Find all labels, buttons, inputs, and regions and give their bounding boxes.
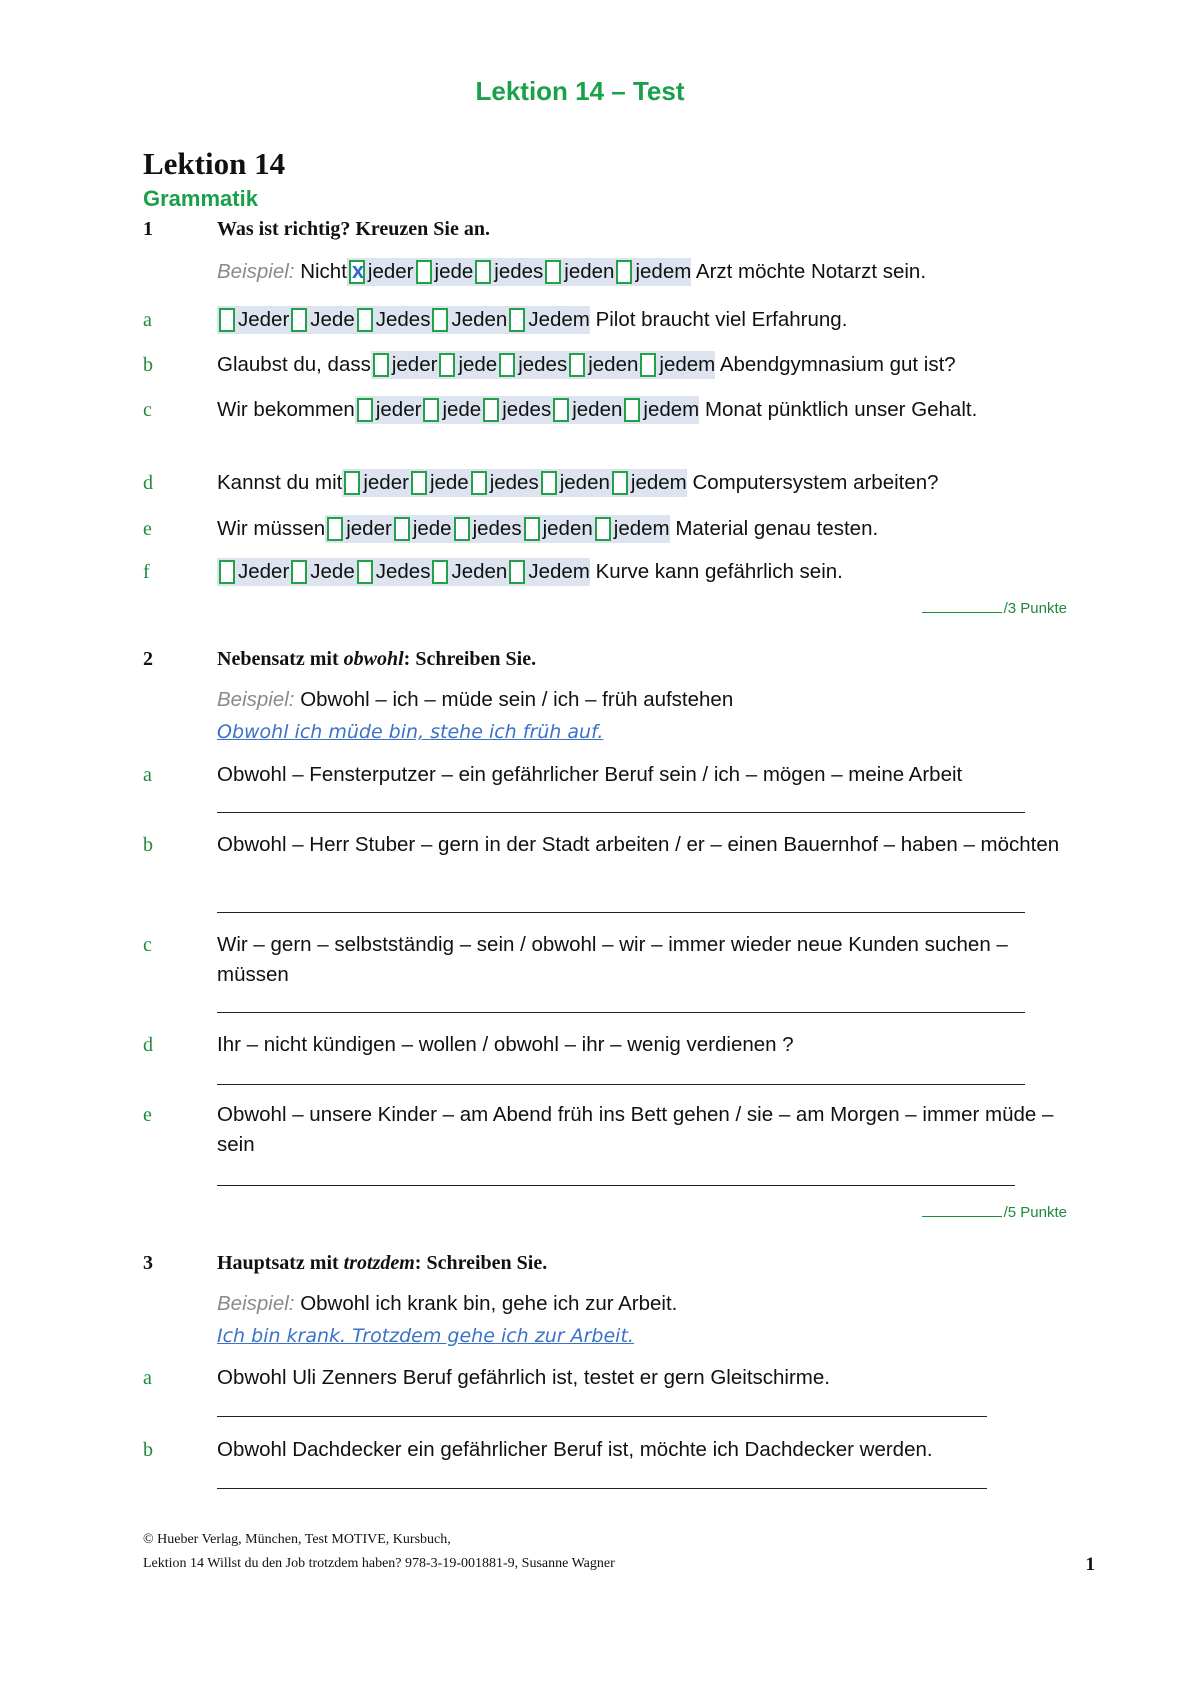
item-text: Obwohl – unsere Kinder – am Abend früh ins Bett gehen / sie – am Morgen – immer müde – sein bbox=[217, 1103, 1054, 1156]
example-before: Nicht bbox=[300, 260, 347, 283]
item-text: Obwohl Dachdecker ein gefährlicher Beruf ist, möchte ich Dachdecker werden. bbox=[217, 1438, 933, 1461]
checkbox[interactable] bbox=[357, 560, 373, 584]
choice-option: jeder bbox=[391, 353, 438, 376]
choice-option: jedes bbox=[518, 353, 568, 376]
item-text: Wir – gern – selbstständig – sein / obwohl – wir – immer wieder neue Kunden suchen – müssen bbox=[217, 933, 1008, 986]
example-answer: Obwohl ich müde bin, stehe ich früh auf. bbox=[217, 721, 604, 743]
example-answer: Ich bin krank. Trotzdem gehe ich zur Arbeit. bbox=[217, 1325, 634, 1347]
choice-option: jeder bbox=[363, 471, 409, 494]
choice-option: jedes bbox=[494, 260, 544, 283]
choice-option: Jeden bbox=[451, 560, 508, 583]
exercise-3-heading bbox=[143, 1252, 547, 1275]
choice-option: jedem bbox=[643, 398, 700, 421]
exercise-1-item-c bbox=[143, 395, 1073, 425]
answer-line-2d[interactable] bbox=[217, 1084, 1025, 1085]
item-after: Material genau testen. bbox=[675, 517, 879, 540]
item-label: e bbox=[143, 1104, 152, 1126]
item-label: e bbox=[143, 518, 152, 540]
item-label: b bbox=[143, 354, 153, 376]
item-text: Obwohl – Fensterputzer – ein gefährlicher Beruf sein / ich – mögen – meine Arbeit bbox=[217, 763, 963, 786]
choice-option: jede bbox=[412, 517, 452, 540]
checkbox[interactable] bbox=[475, 260, 491, 284]
choice-option: Jedem bbox=[528, 308, 590, 331]
lesson-title: Lektion 14 bbox=[143, 146, 286, 181]
checkbox[interactable] bbox=[524, 517, 540, 541]
choice-option: Jede bbox=[310, 560, 355, 583]
checkbox[interactable] bbox=[640, 353, 656, 377]
checkbox[interactable] bbox=[357, 398, 373, 422]
exercise-number: 1 bbox=[143, 218, 153, 240]
item-after: Pilot braucht viel Erfahrung. bbox=[595, 308, 848, 331]
points-blank[interactable] bbox=[922, 1216, 1002, 1217]
checkbox[interactable] bbox=[624, 398, 640, 422]
exercise-2-item-e bbox=[143, 1100, 1073, 1160]
choice-option: jede bbox=[442, 398, 482, 421]
checkbox[interactable] bbox=[499, 353, 515, 377]
item-text: Ihr – nicht kündigen – wollen / obwohl – ihr – wenig verdienen ? bbox=[217, 1033, 794, 1056]
exercise-1-example bbox=[143, 257, 1073, 287]
choice-option: Jedes bbox=[375, 308, 431, 331]
answer-line-3b[interactable] bbox=[217, 1488, 987, 1489]
exercise-2-item-d bbox=[143, 1030, 1073, 1060]
choice-option: Jeder bbox=[238, 308, 290, 331]
exercise-2-example bbox=[143, 685, 1073, 747]
checkbox[interactable] bbox=[541, 471, 557, 495]
item-label: b bbox=[143, 1439, 153, 1461]
answer-line-2e[interactable] bbox=[217, 1185, 1015, 1186]
item-before: Kannst du mit bbox=[217, 471, 343, 494]
points-blank[interactable] bbox=[922, 612, 1002, 613]
checkbox[interactable] bbox=[454, 517, 470, 541]
item-label: d bbox=[143, 472, 153, 494]
item-after: Kurve kann gefährlich sein. bbox=[595, 560, 843, 583]
choice-group bbox=[371, 351, 715, 379]
example-label: Beispiel: bbox=[217, 688, 295, 711]
example-text: Obwohl ich krank bin, gehe ich zur Arbeit. bbox=[300, 1292, 678, 1315]
item-label: b bbox=[143, 834, 153, 856]
checkbox[interactable] bbox=[509, 308, 525, 332]
points-label: /3 Punkte bbox=[1003, 600, 1067, 617]
checkbox[interactable] bbox=[291, 560, 307, 584]
choice-group bbox=[217, 558, 590, 586]
example-label: Beispiel: bbox=[217, 260, 295, 283]
item-label: d bbox=[143, 1034, 153, 1056]
checkbox[interactable] bbox=[423, 398, 439, 422]
item-text: Obwohl Uli Zenners Beruf gefährlich ist, testet er gern Gleitschirme. bbox=[217, 1366, 830, 1389]
checkbox[interactable] bbox=[394, 517, 410, 541]
choice-option: Jede bbox=[310, 308, 355, 331]
exercise-title: Hauptsatz mit trotzdem: Schreiben Sie. bbox=[217, 1252, 548, 1274]
choice-option: jedem bbox=[630, 471, 687, 494]
choice-option: jedes bbox=[502, 398, 552, 421]
choice-option: jede bbox=[429, 471, 469, 494]
item-label: a bbox=[143, 764, 152, 786]
exercise-3-item-a bbox=[143, 1363, 1073, 1393]
footer-copyright: © Hueber Verlag, München, Test MOTIVE, Kursbuch, bbox=[143, 1532, 451, 1547]
exercise-1-item-e bbox=[143, 514, 1073, 544]
checkbox[interactable] bbox=[439, 353, 455, 377]
item-before: Wir müssen bbox=[217, 517, 326, 540]
section-title: Grammatik bbox=[143, 186, 258, 211]
checkbox[interactable] bbox=[612, 471, 628, 495]
exercise-3-item-b bbox=[143, 1435, 1073, 1465]
points-field bbox=[922, 1204, 1067, 1221]
checkbox[interactable] bbox=[616, 260, 632, 284]
checkbox[interactable] bbox=[595, 517, 611, 541]
choice-option: Jedes bbox=[375, 560, 431, 583]
points-label: /5 Punkte bbox=[1003, 1204, 1067, 1221]
footer-reference: Lektion 14 Willst du den Job trotzdem haben? 978-3-19-001881-9, Susanne Wagner bbox=[143, 1556, 615, 1571]
checkbox[interactable] bbox=[471, 471, 487, 495]
item-label: f bbox=[143, 561, 150, 583]
choice-option: Jeder bbox=[238, 560, 290, 583]
exercise-1-item-b bbox=[143, 350, 1073, 380]
example-after: Arzt möchte Notarzt sein. bbox=[695, 260, 927, 283]
checkbox[interactable] bbox=[569, 353, 585, 377]
checkbox[interactable] bbox=[357, 308, 373, 332]
exercise-1-heading bbox=[143, 218, 490, 241]
item-label: a bbox=[143, 1367, 152, 1389]
page-header: Lektion 14 – Test bbox=[475, 76, 685, 106]
exercise-1-item-f bbox=[143, 557, 1073, 587]
answer-line-2c[interactable] bbox=[217, 1012, 1025, 1013]
checkbox[interactable] bbox=[219, 560, 235, 584]
answer-line-3a[interactable] bbox=[217, 1416, 987, 1417]
choice-option: jeden bbox=[588, 353, 639, 376]
choice-group bbox=[347, 258, 691, 286]
checkbox[interactable] bbox=[291, 308, 307, 332]
checkbox[interactable] bbox=[545, 260, 561, 284]
exercise-title: Nebensatz mit obwohl: Schreiben Sie. bbox=[217, 648, 537, 670]
choice-option: jedes bbox=[472, 517, 522, 540]
item-before: Wir bekommen bbox=[217, 398, 355, 421]
choice-option: jeden bbox=[559, 471, 610, 494]
choice-group bbox=[217, 306, 590, 334]
choice-option: Jeden bbox=[451, 308, 508, 331]
checkbox[interactable] bbox=[432, 308, 448, 332]
item-after: Computersystem arbeiten? bbox=[692, 471, 939, 494]
choice-option: jeden bbox=[572, 398, 623, 421]
choice-option: jeder bbox=[367, 260, 414, 283]
exercise-title: Was ist richtig? Kreuzen Sie an. bbox=[217, 218, 490, 240]
choice-group bbox=[355, 396, 699, 424]
exercise-2-item-a bbox=[143, 760, 1073, 790]
checkbox[interactable] bbox=[411, 471, 427, 495]
choice-group bbox=[325, 515, 669, 543]
page-number: 1 bbox=[1085, 1554, 1095, 1575]
choice-group bbox=[342, 469, 686, 497]
example-text: Obwohl – ich – müde sein / ich – früh aufstehen bbox=[300, 688, 734, 711]
exercise-2-item-c bbox=[143, 930, 1073, 990]
item-label: c bbox=[143, 399, 152, 421]
choice-option: jeder bbox=[375, 398, 422, 421]
exercise-1-item-a bbox=[143, 305, 1073, 335]
exercise-1-item-d bbox=[143, 468, 1073, 498]
checkbox-checked[interactable] bbox=[349, 260, 365, 284]
exercise-3-example bbox=[143, 1289, 1073, 1351]
choice-option: jeden bbox=[564, 260, 615, 283]
item-after: Monat pünktlich unser Gehalt. bbox=[704, 398, 978, 421]
choice-option: jedem bbox=[613, 517, 670, 540]
item-label: c bbox=[143, 934, 152, 956]
exercise-2-heading bbox=[143, 648, 536, 671]
choice-option: jeden bbox=[542, 517, 593, 540]
choice-option: jede bbox=[434, 260, 474, 283]
choice-option: jede bbox=[458, 353, 498, 376]
item-label: a bbox=[143, 309, 152, 331]
checkbox[interactable] bbox=[509, 560, 525, 584]
checkbox[interactable] bbox=[483, 398, 499, 422]
points-field bbox=[922, 600, 1067, 617]
checkbox[interactable] bbox=[416, 260, 432, 284]
checkbox[interactable] bbox=[553, 398, 569, 422]
checkbox[interactable] bbox=[219, 308, 235, 332]
exercise-number: 3 bbox=[143, 1252, 153, 1274]
choice-option: Jedem bbox=[528, 560, 590, 583]
choice-option: jedes bbox=[489, 471, 539, 494]
checkbox[interactable] bbox=[373, 353, 389, 377]
checkbox[interactable] bbox=[344, 471, 360, 495]
choice-option: jeder bbox=[346, 517, 392, 540]
item-before: Glaubst du, dass bbox=[217, 353, 371, 376]
item-text: Obwohl – Herr Stuber – gern in der Stadt arbeiten / er – einen Bauernhof – haben – möchten bbox=[217, 833, 1060, 856]
answer-line-2a[interactable] bbox=[217, 812, 1025, 813]
choice-option: jedem bbox=[659, 353, 716, 376]
choice-option: jedem bbox=[635, 260, 692, 283]
item-after: Abendgymnasium gut ist? bbox=[719, 353, 956, 376]
example-label: Beispiel: bbox=[217, 1292, 295, 1315]
checkbox[interactable] bbox=[327, 517, 343, 541]
answer-line-2b[interactable] bbox=[217, 912, 1025, 913]
exercise-number: 2 bbox=[143, 648, 153, 670]
exercise-2-item-b bbox=[143, 830, 1073, 860]
checkbox[interactable] bbox=[432, 560, 448, 584]
